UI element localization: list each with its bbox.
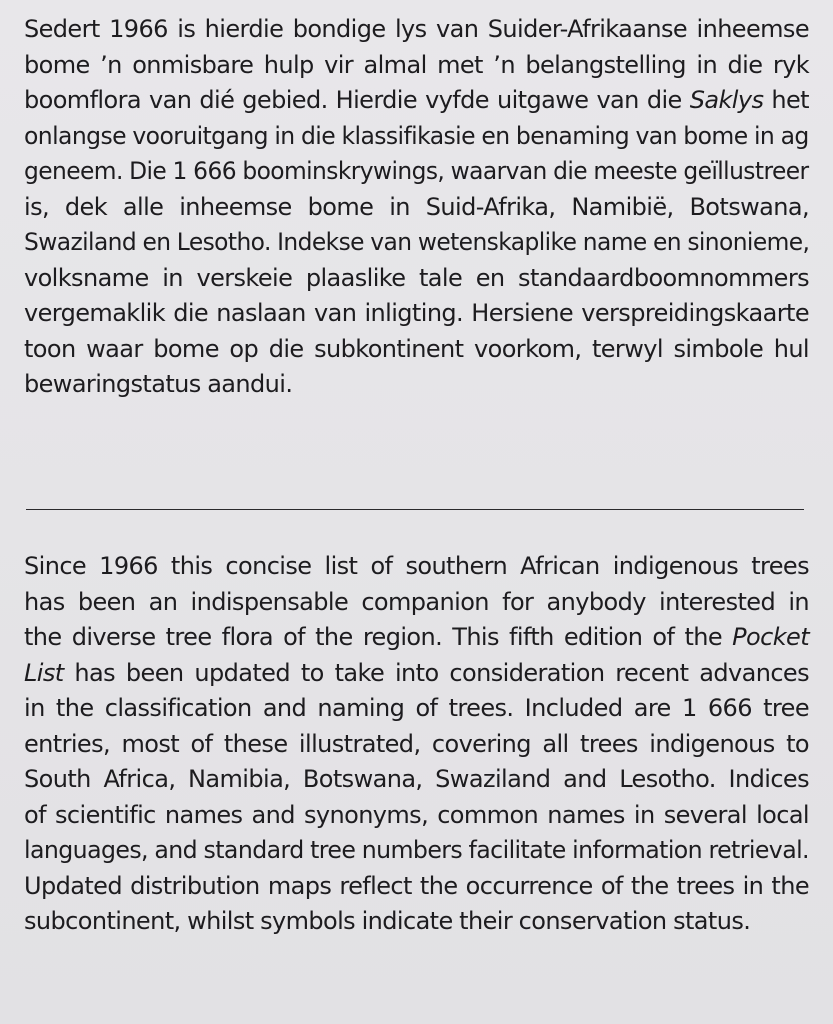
text-run: the diverse tree flora of the region. This fifth edition of the bbox=[24, 623, 733, 651]
afrikaans-paragraph bbox=[24, 12, 809, 403]
text-run: has been updated to take into consideration recent advances bbox=[63, 658, 809, 687]
text-line: is, dek alle inheemse bome in Suid-Afrika, Namibië, Botswana, bbox=[24, 192, 809, 221]
english-paragraph bbox=[24, 549, 809, 940]
book-title-saklys: Saklys bbox=[689, 86, 764, 114]
text-line: Updated distribution maps reflect the occurrence of the trees in the bbox=[24, 871, 809, 900]
text-line: geneem. Die 1 666 boominskrywings, waarvan die meeste geïllustreer bbox=[24, 157, 809, 185]
text-line: languages, and standard tree numbers facilitate information retrieval. bbox=[24, 836, 809, 864]
text-line: Swaziland en Lesotho. Indekse van wetenskaplike name en sinonieme, bbox=[24, 228, 810, 256]
text-line: entries, most of these illustrated, covering all trees indigenous to bbox=[24, 729, 809, 758]
text-run: het bbox=[763, 86, 809, 114]
book-title-pocket: Pocket bbox=[732, 623, 809, 651]
text-line: bome ’n onmisbare hulp vir almal met ’n belangstelling in die ryk bbox=[24, 50, 809, 79]
text-line: in the classification and naming of trees. Included are 1 666 tree bbox=[24, 694, 809, 722]
text-line: Since 1966 this concise list of southern African indigenous trees bbox=[24, 552, 809, 580]
text-line bbox=[24, 83, 809, 119]
text-line: bewaringstatus aandui. bbox=[24, 370, 293, 398]
divider-rule bbox=[26, 509, 804, 510]
text-line: subcontinent, whilst symbols indicate their conservation status. bbox=[24, 907, 751, 935]
book-title-list: List bbox=[24, 658, 64, 687]
text-line: volksname in verskeie plaaslike tale en standaardboomnommers bbox=[24, 263, 809, 292]
text-line: of scientific names and synonyms, common names in several local bbox=[24, 800, 809, 829]
text-line: has been an indispensable companion for anybody interested in bbox=[24, 587, 809, 616]
text-line bbox=[24, 656, 809, 692]
text-line: onlangse vooruitgang in die klassifikasie en benaming van bome in ag bbox=[24, 121, 809, 150]
text-line: Sedert 1966 is hierdie bondige lys van Suider-Afrikaanse inheemse bbox=[24, 15, 809, 43]
text-line: toon waar bome op die subkontinent voorkom, terwyl simbole hul bbox=[24, 334, 809, 363]
text-line: South Africa, Namibia, Botswana, Swaziland and Lesotho. Indices bbox=[24, 765, 809, 793]
text-line: vergemaklik die naslaan van inligting. Hersiene verspreidingskaarte bbox=[24, 299, 809, 327]
text-line bbox=[24, 620, 809, 656]
text-run: boomflora van dié gebied. Hierdie vyfde uitgawe van die bbox=[24, 86, 690, 114]
